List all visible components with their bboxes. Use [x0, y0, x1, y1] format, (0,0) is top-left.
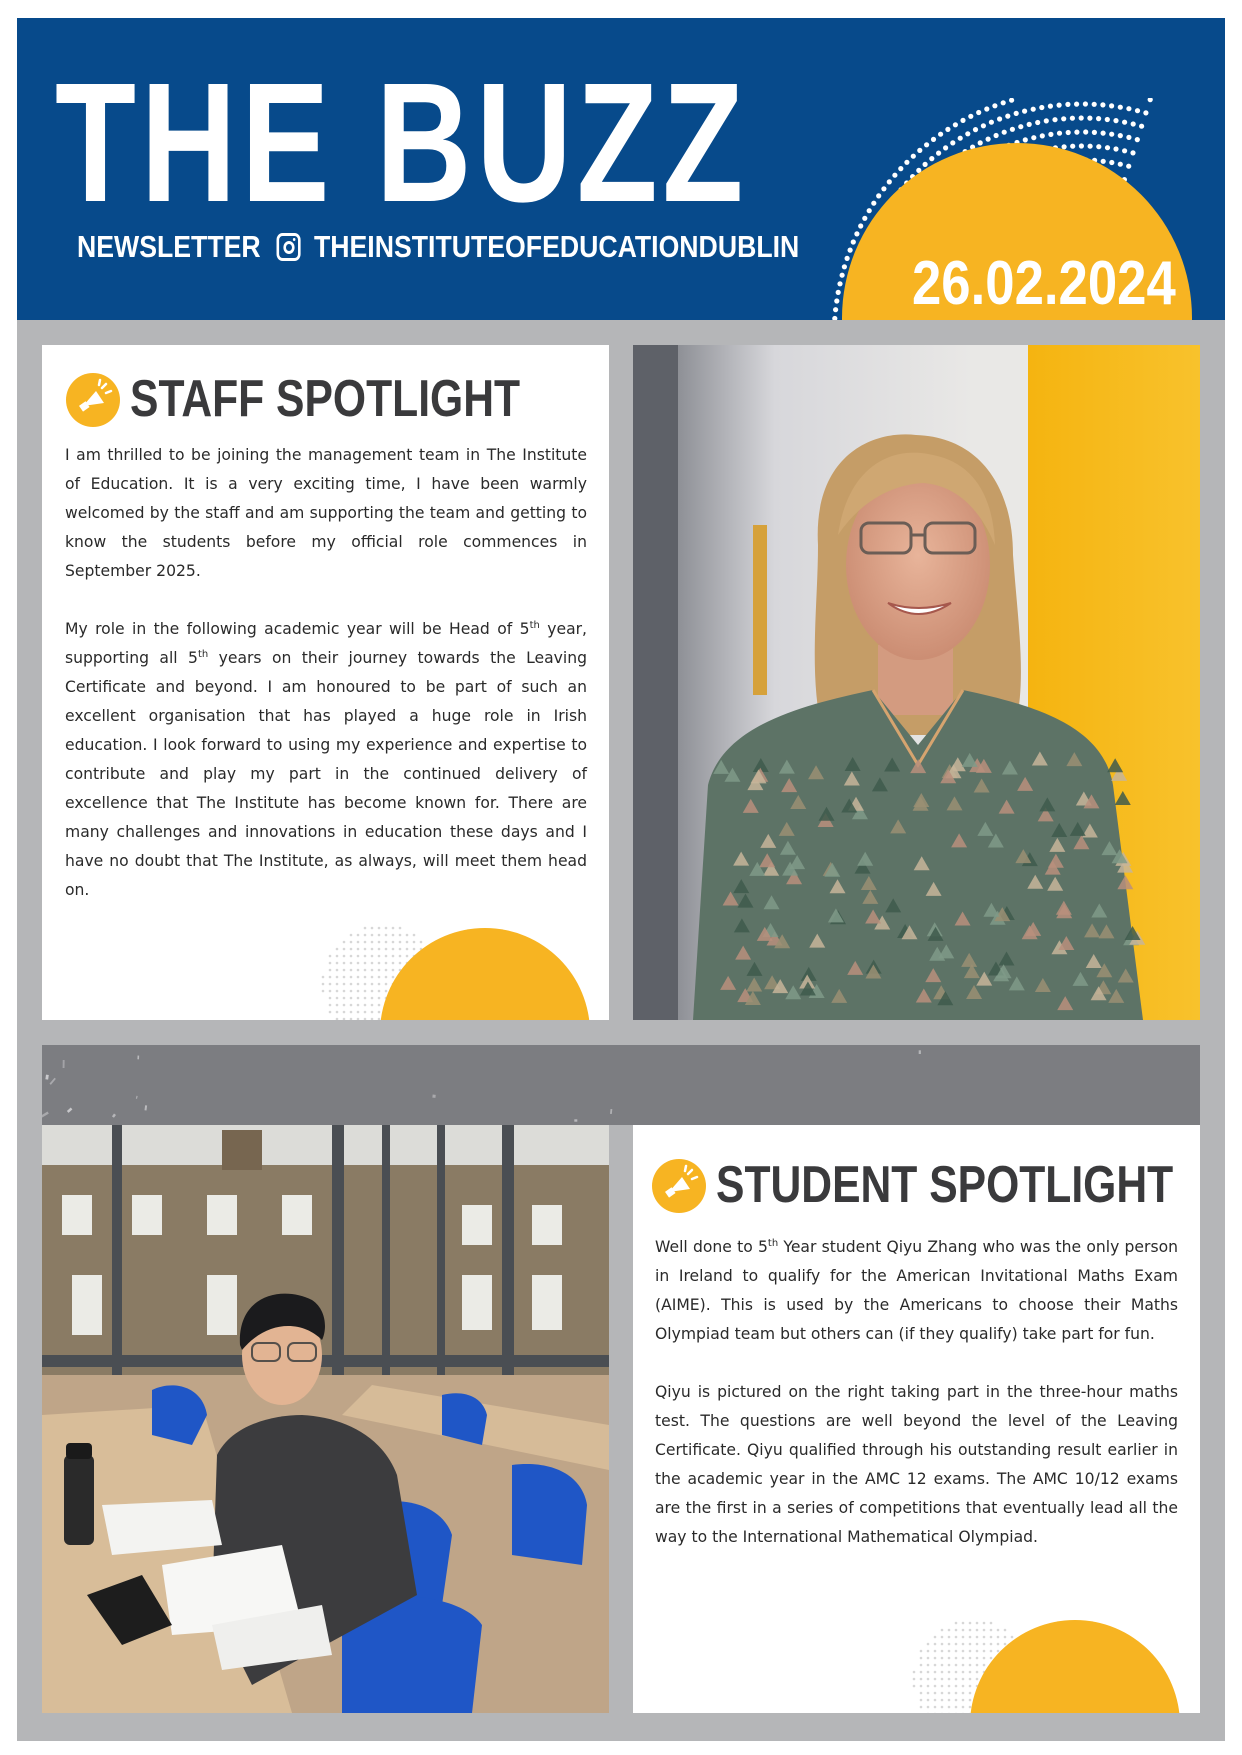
staff-spotlight-heading: STAFF SPOTLIGHT	[130, 370, 521, 428]
student-paragraph-1: Well done to 5th Year student Qiyu Zhang who was the only person in Ireland to qualify for the American Invitational Maths Exam (AIME). This is used by the Americans to choose their Maths Olympiad team but others can (if they qualify) take part for fun.	[655, 1237, 1178, 1343]
instagram-icon	[276, 233, 300, 261]
staff-spotlight-body	[65, 441, 587, 934]
issue-date: 26.02.2024	[912, 249, 1176, 318]
staff-paragraph-2: My role in the following academic year will be Head of 5th year, supporting all 5th years on their journey towards the Leaving Certificate and beyond. I am honoured to be part of such an excellent organisation that has played a huge role in Irish education. I look forward to using my experience and expertise to contribute and play my part in the continued delivery of excellence that The Institute has become known for. There are many challenges and innovations in education these days and I have no doubt that The Institute, as always, will meet them head on.	[65, 619, 588, 899]
staff-photo	[633, 345, 1200, 1020]
staff-spotlight-card	[42, 345, 609, 1020]
megaphone-icon	[66, 373, 120, 427]
student-spotlight-body	[655, 1233, 1178, 1581]
student-photo	[42, 1125, 609, 1713]
masthead	[17, 18, 1225, 320]
staff-paragraph-1: I am thrilled to be joining the management team in The Institute of Education. It is a very exciting time, I have been warmly welcomed by the staff and am supporting the team and getting to know the students before my official role commences in September 2025.	[65, 446, 587, 580]
speckled-divider-band	[42, 1045, 1200, 1125]
instagram-handle[interactable]: THEINSTITUTEOFEDUCATIONDUBLIN	[313, 229, 800, 264]
student-spotlight-card	[633, 1125, 1200, 1713]
newsletter-subline	[77, 229, 799, 265]
student-spotlight-heading: STUDENT SPOTLIGHT	[716, 1156, 1174, 1214]
newsletter-label: NEWSLETTER	[77, 229, 261, 264]
megaphone-icon	[652, 1159, 706, 1213]
newsletter-title: THE BUZZ	[55, 48, 749, 238]
student-paragraph-2: Qiyu is pictured on the right taking part in the three-hour maths test. The questions are well beyond the level of the Leaving Certificate. Qiyu qualified through his outstanding result earlier in the academic year in the AMC 12 exams. The AMC 10/12 exams are the first in a series of competitions that eventually lead all the way to the International Mathematical Olympiad.	[655, 1383, 1178, 1546]
